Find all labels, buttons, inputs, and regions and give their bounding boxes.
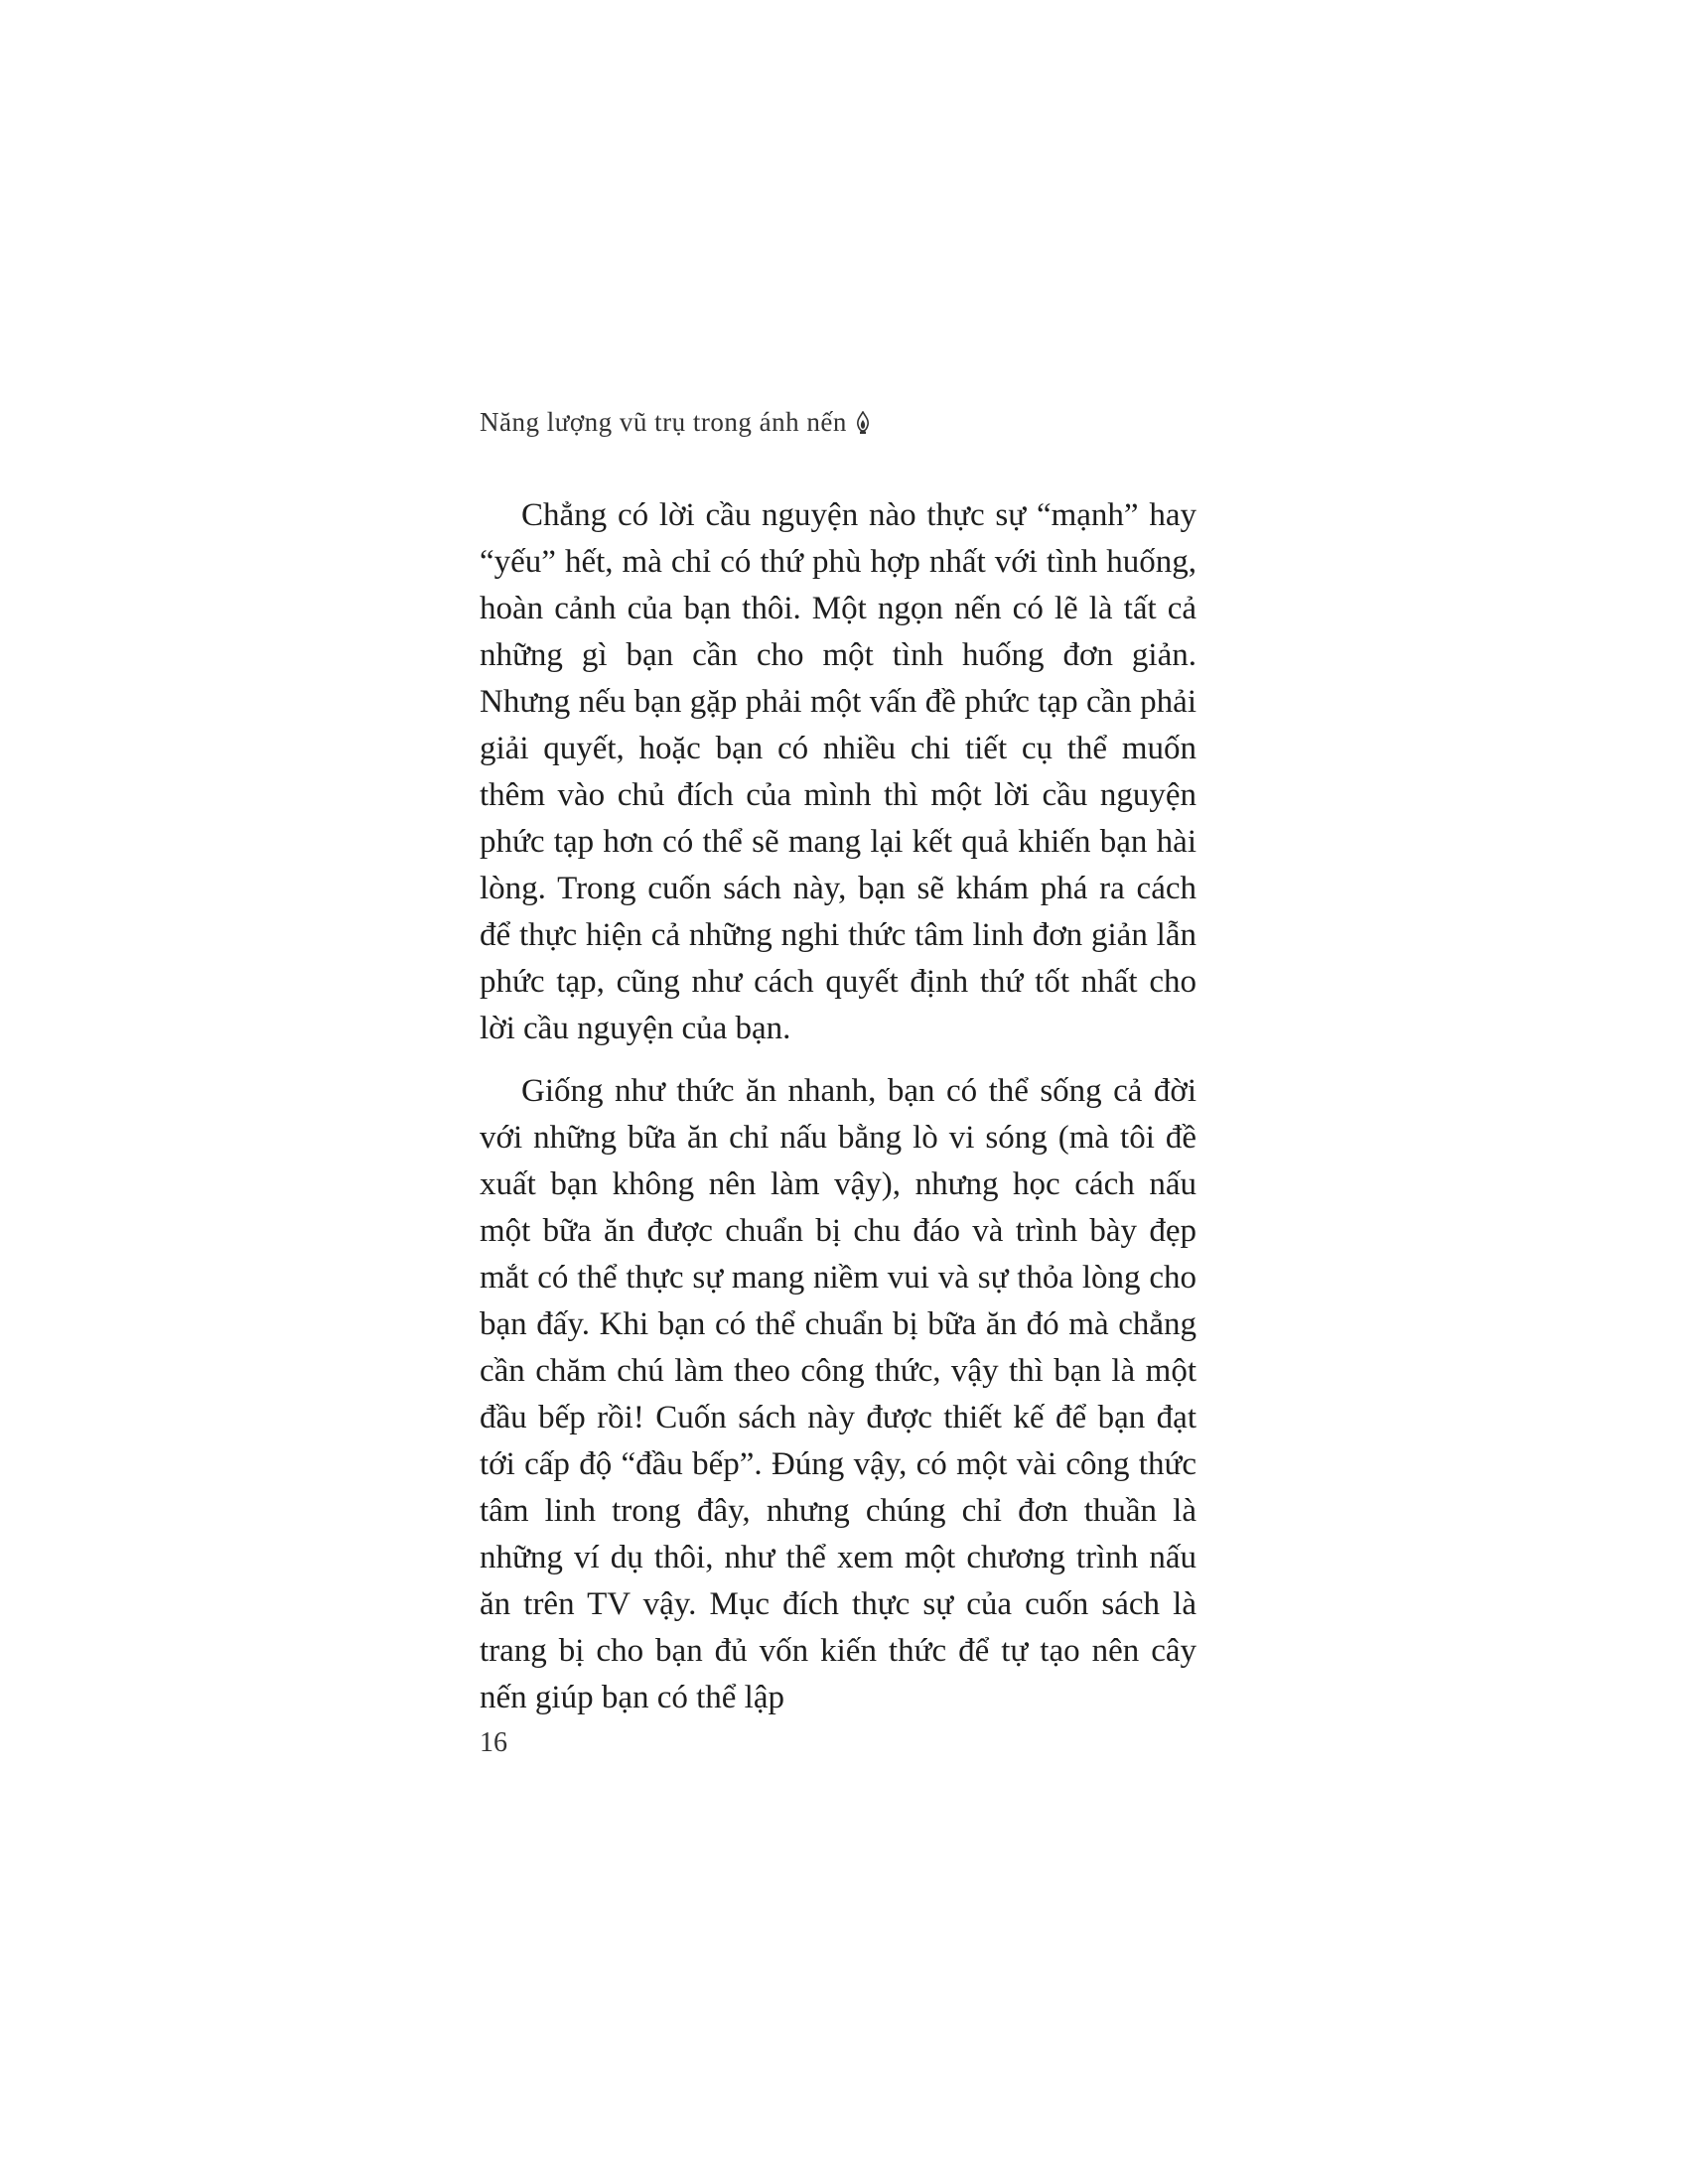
running-header [480,407,871,438]
flame-icon [855,411,871,435]
paragraph-2: Giống như thức ăn nhanh, bạn có thể sống cả đời với những bữa ăn chỉ nấu bằng lò vi sóng (mà tôi đề xuất bạn không nên làm vậy), nhưng học cách nấu một bữa ăn được chuẩn bị chu đáo và trình bày đẹp mắt có thể thực sự mang niềm vui và sự thỏa lòng cho bạn đấy. Khi bạn có thể chuẩn bị bữa ăn đó mà chẳng cần chăm chú làm theo công thức, vậy thì bạn là một đầu bếp rồi! Cuốn sách này được thiết kế để bạn đạt tới cấp độ “đầu bếp”. Đúng vậy, có một vài công thức tâm linh trong đây, nhưng chúng chỉ đơn thuần là những ví dụ thôi, như thể xem một chương trình nấu ăn trên TV vậy. Mục đích thực sự của cuốn sách là trang bị cho bạn đủ vốn kiến thức để tự tạo nên cây nến giúp bạn có thể lập [480,1073,1196,1715]
page-number: 16 [480,1727,507,1758]
running-title: Năng lượng vũ trụ trong ánh nến [480,407,847,437]
paragraph-1: Chẳng có lời cầu nguyện nào thực sự “mạnh” hay “yếu” hết, mà chỉ có thứ phù hợp nhất với tình huống, hoàn cảnh của bạn thôi. Một ngọn nến có lẽ là tất cả những gì bạn cần cho một tình huống đơn giản. Nhưng nếu bạn gặp phải một vấn đề phức tạp cần phải giải quyết, hoặc bạn có nhiều chi tiết cụ thể muốn thêm vào chủ đích của mình thì một lời cầu nguyện phức tạp hơn có thể sẽ mang lại kết quả khiến bạn hài lòng. Trong cuốn sách này, bạn sẽ khám phá ra cách để thực hiện cả những nghi thức tâm linh đơn giản lẫn phức tạp, cũng như cách quyết định thứ tốt nhất cho lời cầu nguyện của bạn. [480,497,1196,1046]
body-text [480,492,1196,1737]
